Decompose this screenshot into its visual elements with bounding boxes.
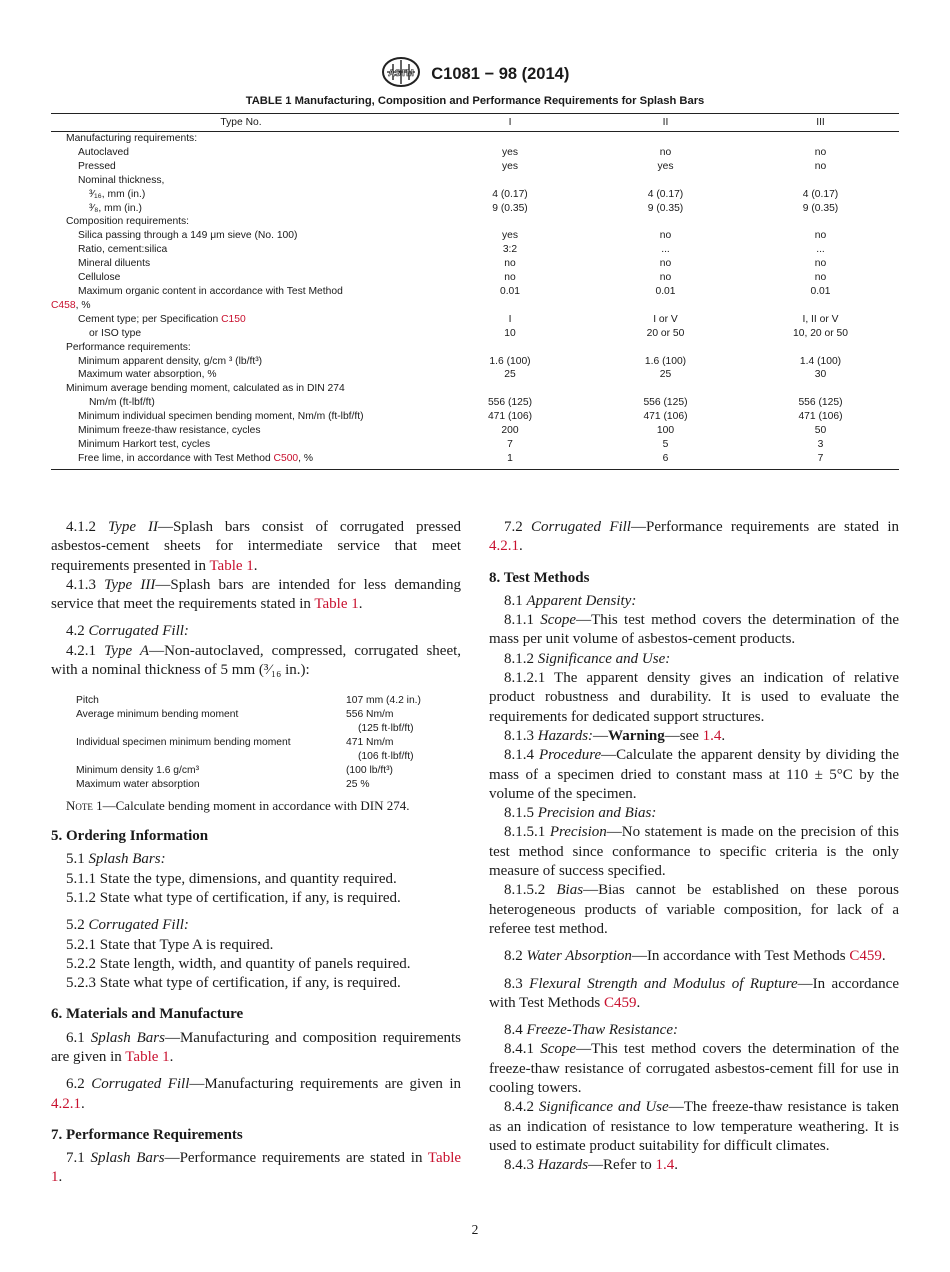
section-number: 8.4.2 (504, 1099, 534, 1116)
section-number: 8.1.5 (504, 805, 534, 822)
paragraph-text: —Manufacturing and composition requirements are given in (51, 1029, 462, 1065)
row-label: Silica passing through a 149 μm sieve (No. 100) (78, 230, 298, 242)
paragraph-8-1-5 (489, 804, 899, 823)
paragraph-text: —This test method covers the determination of the freeze-thaw resistance of corrugated asbestos-cement fill for use in cooling towers. (489, 1041, 900, 1097)
table-row (51, 257, 899, 271)
section-number: 5.1 (66, 851, 85, 868)
spec-label: Maximum water absorption (76, 778, 200, 790)
cell: no (659, 258, 672, 270)
cell: 6 (589, 452, 742, 469)
spec-label: Pitch (76, 695, 99, 707)
spec-value-line: 556 Nm/m (346, 709, 394, 721)
table-header-row (51, 114, 899, 132)
section-title: Splash Bars (90, 1029, 165, 1046)
column-header: Type No. (51, 114, 431, 132)
ref-link-1-4[interactable]: 1.4 (655, 1157, 675, 1174)
spec-value-line: (106 ft·lbf/ft) (358, 751, 414, 762)
cell: 1.6 (100) (489, 355, 531, 367)
cell: ... (661, 244, 670, 256)
row-label: ³⁄₁₆, mm (in.) (89, 188, 146, 200)
section-number: 8.1.4 (504, 747, 534, 764)
document-designation: C1081 − 98 (2014) (431, 65, 570, 83)
cell: 100 (656, 425, 675, 437)
cell (742, 215, 899, 229)
cell: yes (501, 160, 519, 172)
section-title: Significance and Use: (537, 650, 671, 667)
paragraph-6-1: 6.1 Splash Bars—Manufacturing and composition requirements are given in Table 1. (51, 1029, 462, 1065)
section-heading-6: 6. Materials and Manufacture (51, 1006, 244, 1023)
paragraph-text: —Splash bars are intended for less demanding service that meet the requirements stated in (51, 576, 461, 613)
row-label: Nm/m (ft-lbf/ft) (89, 397, 155, 409)
row-label-suffix: , % (75, 299, 91, 311)
paragraph-8-1 (489, 592, 899, 611)
page-header (0, 56, 950, 93)
section-number: 8.4 (504, 1022, 523, 1039)
row-label: Minimum freeze-thaw resistance, cycles (78, 425, 261, 437)
section-title: Splash Bars: (88, 851, 166, 868)
paragraph-text: —Refer to (588, 1157, 656, 1174)
spec-row (76, 778, 421, 792)
cell: 4 (0.17) (802, 188, 839, 200)
paragraph-5-2-3: 5.2.3 State what type of certification, if any, is required. (66, 975, 401, 992)
paragraph-text: —Manufacturing requirements are given in (189, 1076, 462, 1093)
row-label: Minimum Harkort test, cycles (78, 438, 211, 450)
table-caption: TABLE 1 Manufacturing, Composition and Performance Requirements for Splash Bars (245, 95, 705, 107)
paragraph-text: —Performance requirements are stated in (164, 1150, 428, 1167)
section-number: 4.2 (66, 623, 85, 640)
section-title: Bias (556, 882, 584, 899)
section-number: 8.1.3 (504, 727, 534, 744)
section-title: Type II (107, 519, 158, 535)
page-number: 2 (471, 1222, 479, 1237)
paragraph-5-1 (51, 850, 461, 869)
cell (431, 341, 589, 355)
row-label: Composition requirements: (66, 216, 190, 228)
cell: 50 (814, 425, 827, 437)
section-title: Scope (540, 612, 577, 629)
paragraph-8-1-2 (489, 650, 899, 669)
cell: 1 (431, 452, 589, 469)
paragraph-5-1-1: 5.1.1 State the type, dimensions, and quantity required. (66, 870, 397, 887)
row-label: Ratio, cement:silica (78, 244, 168, 256)
cell: 30 (814, 369, 827, 381)
paragraph-5-2-2: 5.2.2 State length, width, and quantity of panels required. (66, 955, 411, 972)
cell: 9 (0.35) (492, 202, 528, 214)
ref-link-table-1[interactable]: Table 1 (51, 1150, 462, 1186)
ref-link-table-1[interactable]: Table 1 (314, 596, 359, 613)
spec-label: Average minimum bending moment (76, 709, 239, 721)
paragraph-text: —In accordance with Test Methods (631, 948, 850, 965)
section-number: 8.3 (504, 975, 523, 992)
paragraph-8-4-3: 8.4.3 Hazards—Refer to 1.4. (504, 1157, 679, 1174)
paragraph-4-2-1 (51, 642, 461, 681)
ref-link-c459[interactable]: C459 (603, 994, 637, 1011)
cell (742, 382, 899, 396)
cell (742, 341, 899, 355)
paragraph-7-1: 7.1 Splash Bars—Performance requirements are stated in Table 1. (51, 1150, 462, 1186)
row-label-suffix: , % (298, 452, 314, 464)
cell: 3:2 (502, 244, 518, 256)
section-title: Type A (104, 642, 150, 659)
cell: no (814, 230, 827, 242)
paragraph-8-1-2-1: 8.1.2.1 The apparent density gives an indication of relative product robustness and durability. It is used to evaluate the requirements for dedicated support structures. (489, 670, 899, 725)
paragraph-8-1-5-1 (489, 823, 899, 881)
ref-link-4-2-1[interactable]: 4.2.1 (51, 1095, 81, 1112)
section-heading-8: 8. Test Methods (489, 569, 590, 586)
cell (589, 132, 742, 146)
row-label: Autoclaved (78, 146, 129, 158)
section-title: Precision (549, 824, 607, 841)
paragraph-7-2: 7.2 Corrugated Fill—Performance requirements are stated in 4.2.1. (489, 519, 899, 555)
table-row (51, 327, 899, 341)
ref-link-c150[interactable]: C150 (221, 313, 246, 325)
paragraph-8-2: 8.2 Water Absorption—In accordance with Test Methods C459. (504, 948, 886, 965)
section-title: Freeze-Thaw Resistance: (526, 1022, 678, 1039)
table-row (51, 313, 899, 327)
paragraph-4-1-3: 4.1.3 Type III—Splash bars are intended for less demanding service that meet the requirements stated in Table 1. (51, 576, 461, 613)
cell: 10, 20 or 50 (793, 327, 848, 339)
cell: no (504, 258, 516, 270)
spec-value (346, 708, 421, 736)
section-number: 4.2.1 (66, 642, 96, 659)
row-label: ³⁄₈, mm (in.) (89, 202, 142, 214)
paragraph-8-4-1 (489, 1040, 899, 1098)
cell: 556 (125) (487, 397, 533, 409)
section-title: Hazards (537, 1157, 589, 1174)
cell: yes (501, 146, 519, 158)
section-heading-5: 5. Ordering Information (51, 828, 209, 845)
cell (742, 299, 899, 313)
note-text: —Calculate bending moment in accordance with DIN 274. (102, 797, 410, 813)
paragraph-text: —No statement is made on the precision of this test method since conformance to specific criteria is the only measure of success specified. (489, 824, 899, 880)
row-label: or ISO type (89, 327, 142, 339)
table-row (51, 438, 899, 452)
cell: 4 (0.17) (492, 188, 528, 200)
row-label (51, 299, 431, 313)
cell: 4 (0.17) (647, 188, 684, 200)
section-title: Type III (104, 576, 156, 593)
paragraph-text: —Calculate the apparent density by dividing the mass of a specimen dried to constant mass at 110 ± 5°C by the volume of the specimen. (489, 747, 899, 802)
row-label (51, 313, 431, 327)
spec-label: Minimum density 1.6 g/cm³ (76, 764, 200, 776)
cell (431, 382, 589, 396)
cell: no (814, 272, 827, 284)
spec-value: 107 mm (4.2 in.) (346, 695, 421, 707)
section-title: Corrugated Fill: (88, 917, 189, 934)
cell: 0.01 (810, 285, 831, 297)
row-label: Minimum average bending moment, calculated as in DIN 274 (66, 383, 345, 395)
cell: 20 or 50 (646, 327, 685, 339)
section-number: 8.4.1 (504, 1041, 534, 1058)
section-title: Corrugated Fill (531, 519, 631, 535)
requirements-table (51, 113, 899, 470)
table-row (51, 382, 899, 396)
ref-link-1-4[interactable]: 1.4 (702, 727, 722, 744)
column-header: II (589, 114, 742, 132)
paragraph-8-4-2 (489, 1098, 899, 1156)
section-number: 8.1.5.1 (504, 824, 546, 841)
section-number: 8.1.1 (504, 612, 534, 629)
section-number: 6.1 (66, 1029, 85, 1046)
cell: 9 (0.35) (802, 202, 839, 214)
section-title: Water Absorption (526, 948, 632, 965)
row-label: Performance requirements: (66, 341, 191, 353)
cell: 471 (106) (643, 411, 688, 423)
table-row (51, 229, 899, 243)
cell: 25 (504, 369, 516, 381)
cell: 7 (507, 438, 513, 450)
paragraph-8-1-5-2 (489, 881, 899, 939)
cell: 556 (125) (798, 397, 843, 409)
paragraph-5-2 (51, 916, 461, 935)
cell: 25 (659, 369, 672, 381)
paragraph-text: —This test method covers the determination of the mass per unit volume of asbestos-cement products. (489, 612, 900, 648)
paragraph-5-1-2: 5.1.2 State what type of certification, if any, is required. (66, 889, 401, 906)
section-number: 4.1.3 (66, 576, 96, 593)
ref-link-c459[interactable]: C459 (849, 948, 882, 965)
cell: 200 (501, 425, 519, 437)
astm-logo-icon (381, 56, 421, 93)
cell: 9 (0.35) (647, 202, 684, 214)
cell (589, 174, 742, 188)
cell: 1.6 (100) (644, 355, 687, 367)
paragraph-text: —Splash bars consist of corrugated pressed asbestos-cement sheets for intermediate service that meet requirements presented in (51, 519, 461, 574)
table-row (51, 215, 899, 229)
table-row (51, 396, 899, 410)
column-header: I (431, 114, 589, 132)
cell (589, 299, 742, 313)
cell: no (814, 258, 827, 270)
cell (589, 341, 742, 355)
cell: 3 (817, 438, 824, 450)
cell: I, II or V (802, 313, 839, 325)
paragraph-text: —In accordance with Test Methods (489, 975, 899, 1011)
table-row (51, 341, 899, 355)
section-title: Flexural Strength and Modulus of Rupture (529, 975, 798, 992)
cell: 10 (504, 327, 516, 339)
spec-row (76, 708, 421, 736)
cell (589, 382, 742, 396)
cell: 1.4 (100) (799, 355, 842, 367)
section-number: 7.1 (66, 1150, 85, 1167)
row-label: Mineral diluents (78, 258, 151, 270)
paragraph-6-2: 6.2 Corrugated Fill—Manufacturing requirements are given in 4.2.1. (51, 1076, 462, 1112)
row-label: Maximum organic content in accordance with Test Method (78, 285, 343, 297)
table-row (51, 202, 899, 216)
table-row (51, 299, 899, 313)
paragraph-8-1-4 (489, 746, 899, 804)
paragraph-text: —Bias cannot be established on these porous heterogeneous products of variable composition, for lack of a referee test method. (489, 882, 899, 937)
column-header: III (742, 114, 899, 132)
row-label-text: Free lime, in accordance with Test Method (78, 452, 274, 464)
section-title: Precision and Bias: (537, 805, 657, 822)
paragraph-4-1-2: 4.1.2 Type II—Splash bars consist of corrugated pressed asbestos-cement sheets for intermediate service that meet requirements presented in Table 1. (51, 519, 461, 574)
spec-row (76, 764, 421, 778)
row-label (51, 452, 431, 469)
section-title: Apparent Density: (526, 592, 637, 609)
cell (742, 132, 899, 146)
ref-link-table-1[interactable]: Table 1 (209, 557, 254, 574)
spec-value-line: 471 Nm/m (346, 737, 394, 749)
section-title: Corrugated Fill (91, 1076, 190, 1093)
table-row (51, 355, 899, 369)
section-title: Procedure (538, 747, 602, 764)
cell (742, 174, 899, 188)
section-heading-7: 7. Performance Requirements (51, 1126, 243, 1143)
row-label: Maximum water absorption, % (78, 369, 217, 381)
cell: 5 (662, 438, 669, 450)
section-number: 6.2 (66, 1076, 85, 1093)
table-row (51, 146, 899, 160)
paragraph-8-4 (489, 1021, 899, 1040)
row-label: Nominal thickness, (78, 174, 165, 186)
svg-text:ASTM: ASTM (387, 68, 414, 78)
cell: no (659, 230, 672, 242)
cell (431, 174, 589, 188)
paragraph-8-1-3: 8.1.3 Hazards:—Warning—see 1.4. (504, 727, 726, 744)
table-row (51, 452, 899, 469)
cell: yes (501, 230, 519, 242)
note-1 (51, 796, 461, 815)
warning-label: Warning (608, 727, 665, 744)
cell: no (814, 160, 827, 172)
corrugated-fill-specs (76, 694, 421, 791)
ref-link-table-1[interactable]: Table 1 (125, 1048, 170, 1065)
section-number: 8.1.2 (504, 650, 534, 667)
right-column (489, 518, 899, 1176)
section-number: 4.1.2 (66, 519, 96, 535)
spec-value: (100 lb/ft³) (346, 764, 393, 776)
table-row (51, 243, 899, 257)
ref-link-4-2-1[interactable]: 4.2.1 (489, 538, 519, 555)
table-row (51, 285, 899, 299)
cell (431, 299, 589, 313)
section-number: 8.1 (504, 592, 523, 609)
cell: no (659, 272, 672, 284)
cell: ... (816, 244, 825, 256)
section-number: 8.1.5.2 (504, 882, 546, 899)
paragraph-8-3: 8.3 Flexural Strength and Modulus of Rupture—In accordance with Test Methods C459. (489, 975, 899, 1011)
cell (431, 215, 589, 229)
section-number: 8.4.3 (504, 1157, 534, 1174)
cell: 0.01 (655, 285, 676, 297)
spec-value: 25 % (346, 778, 370, 790)
ref-link-c458[interactable]: C458 (51, 299, 76, 311)
spec-label: Individual specimen minimum bending moment (76, 737, 291, 749)
cell: I (508, 313, 512, 325)
spec-row (76, 736, 421, 764)
table-row (51, 174, 899, 188)
paragraph-text: —see (664, 727, 703, 744)
paragraph-text: —The freeze-thaw resistance is taken as an indication of resistance to low temperature weathering. It is used to estimate product suitability for difficult climates. (489, 1099, 900, 1154)
section-number: 8.2 (504, 948, 523, 965)
row-label: Cellulose (78, 272, 121, 284)
section-title: Significance and Use (538, 1099, 669, 1116)
table-row (51, 160, 899, 174)
paragraph-4-2 (51, 622, 461, 641)
paragraph-text: —Performance requirements are stated in (630, 519, 899, 535)
spec-row (76, 694, 421, 708)
paragraph-text: —Non-autoclaved, compressed, corrugated sheet, with a nominal thickness of 5 mm (³⁄₁₆ in.): (51, 642, 462, 679)
table-row (51, 368, 899, 382)
left-column (51, 518, 461, 1188)
table-row (51, 132, 899, 146)
ref-link-c500[interactable]: C500 (273, 452, 299, 464)
table-row (51, 410, 899, 424)
spec-value-line: (125 ft·lbf/ft) (358, 723, 414, 735)
cell: no (504, 272, 516, 284)
cell: 556 (125) (643, 397, 688, 409)
note-label: Note 1 (66, 797, 103, 813)
row-label-text: Cement type; per Specification (78, 313, 222, 325)
cell: 471 (106) (487, 411, 533, 423)
cell: 7 (742, 452, 899, 469)
cell: 471 (106) (798, 411, 843, 423)
section-title: Splash Bars (90, 1150, 165, 1167)
table-row (51, 271, 899, 285)
cell (589, 215, 742, 229)
row-label: Pressed (78, 160, 116, 172)
section-title: Hazards: (537, 727, 594, 744)
cell: no (814, 146, 827, 158)
table-row (51, 424, 899, 438)
section-number: 7.2 (504, 519, 523, 535)
cell: yes (657, 160, 674, 172)
cell: I or V (653, 313, 678, 325)
cell: 0.01 (499, 285, 521, 297)
row-label: Manufacturing requirements: (66, 133, 198, 144)
paragraph-8-1-1 (489, 611, 899, 650)
section-title: Corrugated Fill: (88, 623, 189, 640)
paragraph-5-2-1: 5.2.1 State that Type A is required. (66, 936, 274, 953)
cell (431, 132, 589, 146)
spec-value (346, 736, 421, 764)
section-title: Scope (540, 1041, 577, 1058)
row-label: Minimum individual specimen bending moment, Nm/m (ft-lbf/ft) (78, 411, 364, 423)
section-number: 5.2 (66, 917, 85, 934)
row-label: Minimum apparent density, g/cm ³ (lb/ft³) (78, 355, 263, 367)
table-row (51, 188, 899, 202)
cell: no (659, 146, 672, 158)
